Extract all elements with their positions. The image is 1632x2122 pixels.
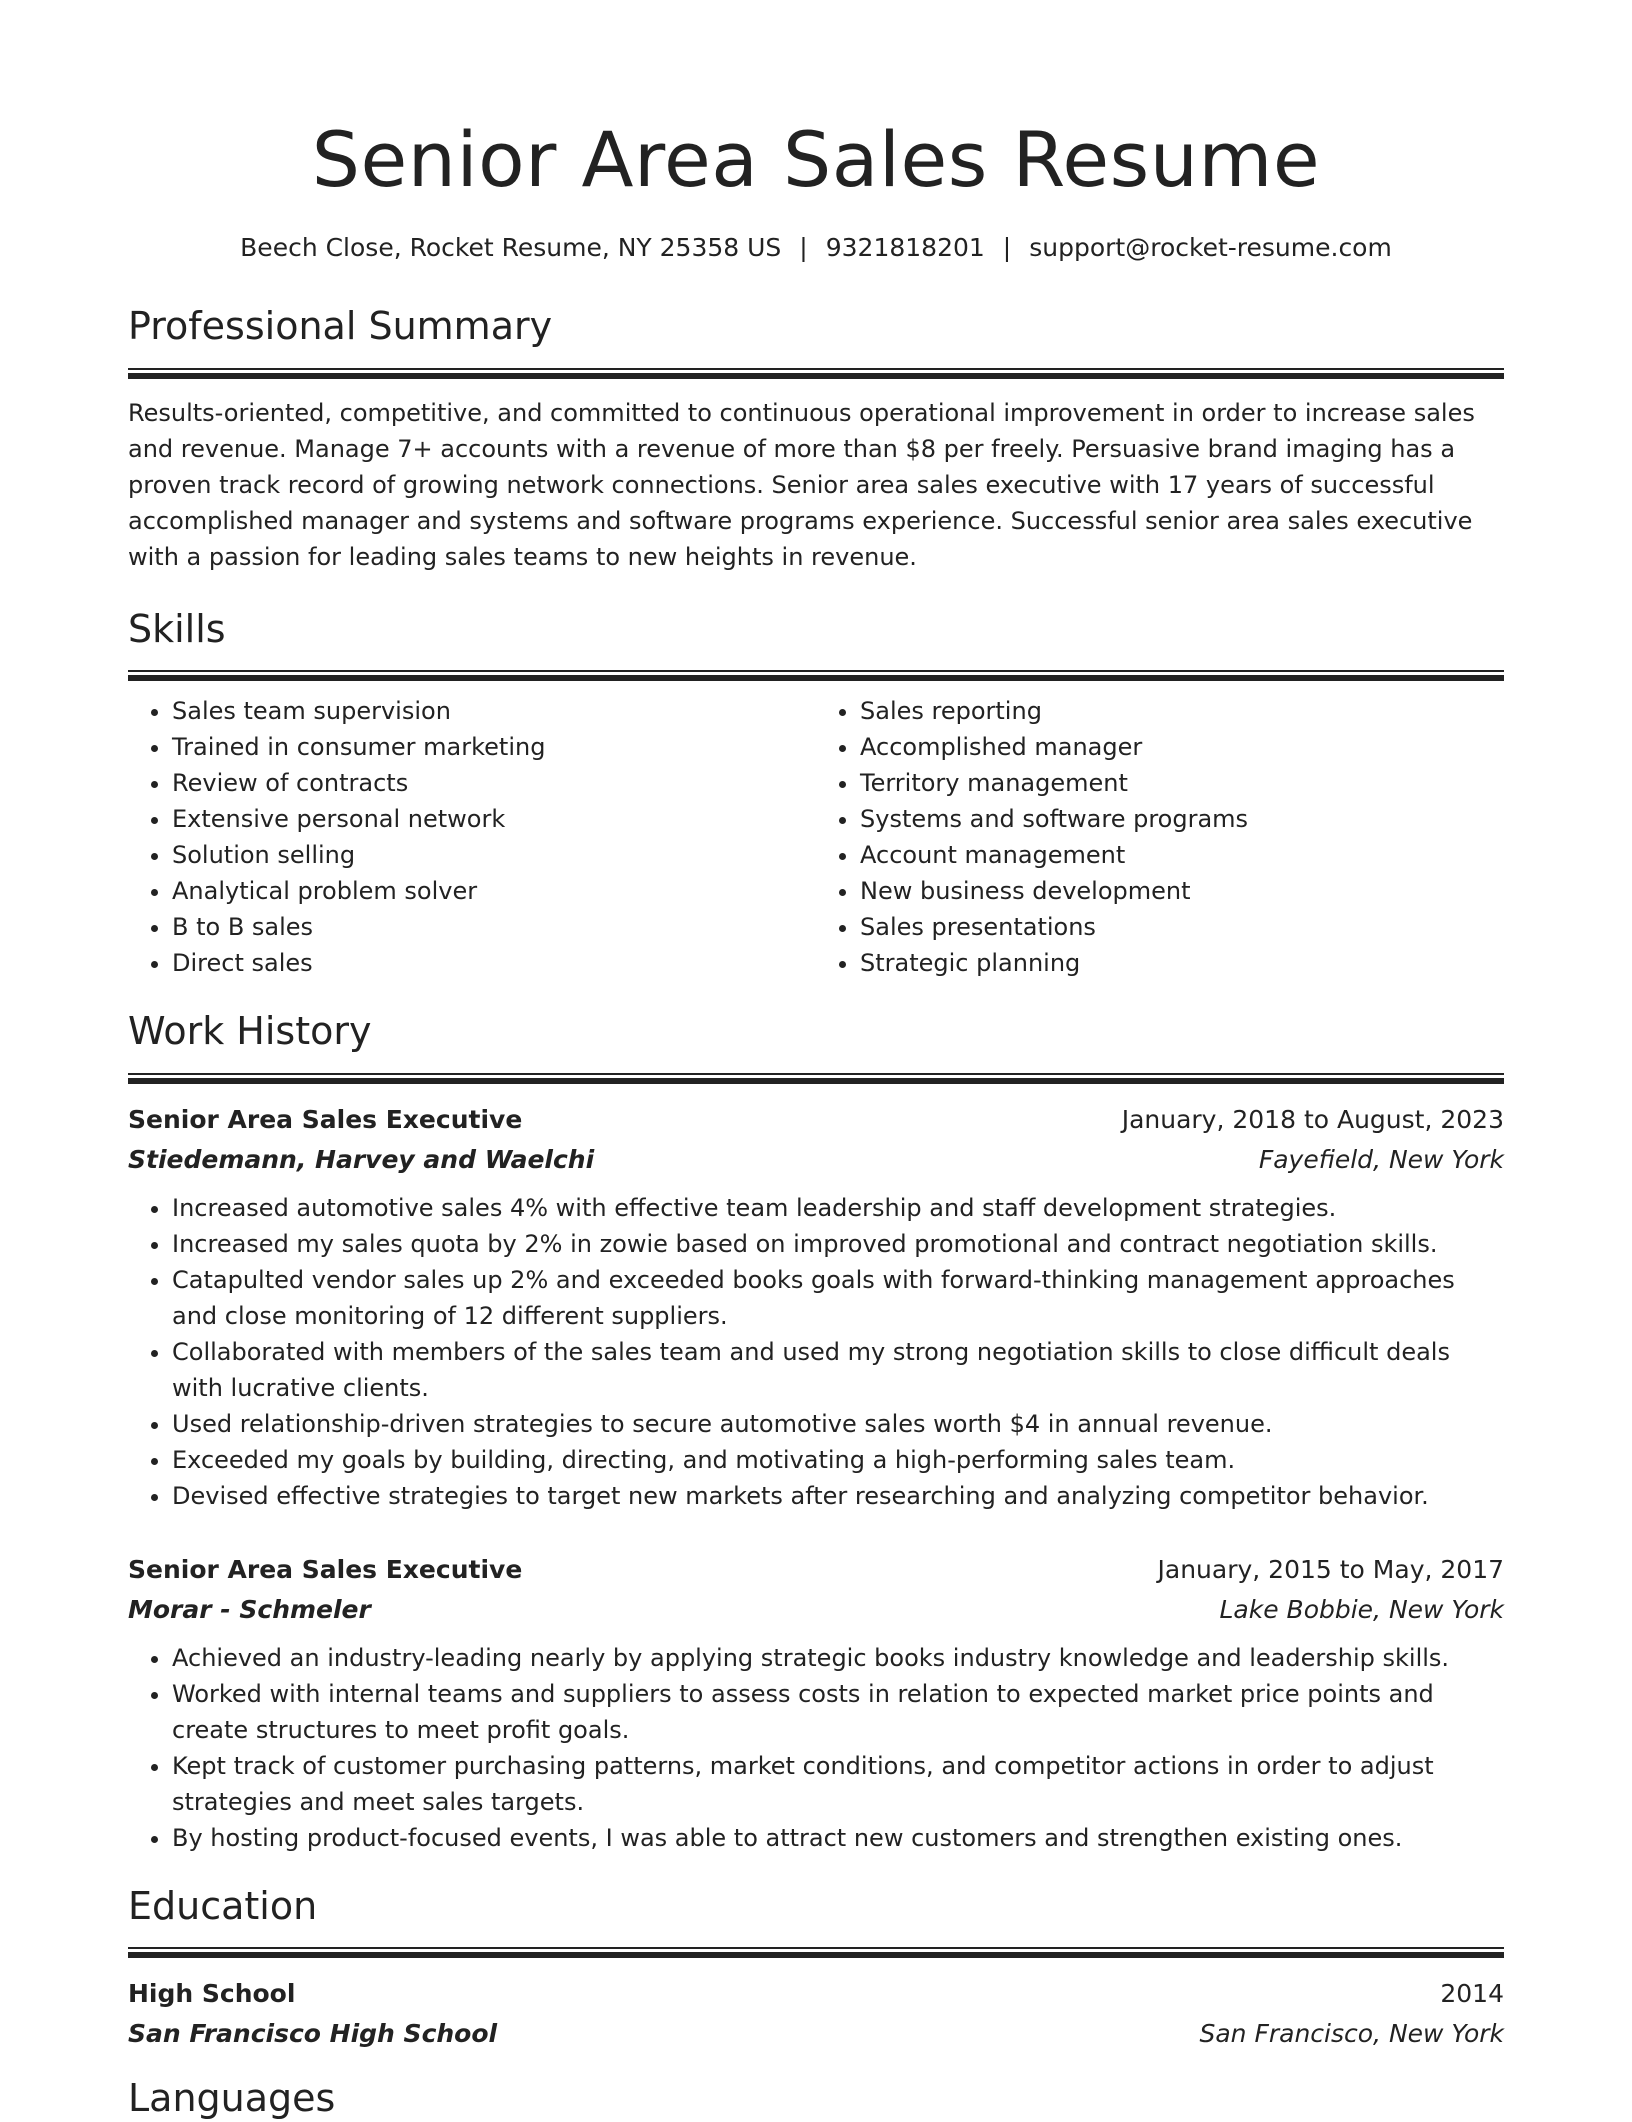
skill-item: • Systems and software programs — [860, 801, 1504, 837]
job-subheader — [128, 1140, 1504, 1180]
skill-item: • Review of contracts — [172, 765, 816, 801]
job-bullet: • Used relationship-driven strategies to secure automotive sales worth $4 in annual revenue. — [172, 1406, 1504, 1442]
skills-section — [128, 607, 1504, 982]
work-history-section — [128, 1009, 1504, 1856]
summary-text: Results-oriented, competitive, and committed to continuous operational improvement in order to increase sales and revenue. Manage 7+ accounts with a revenue of more than $8 per freely. Persuasive brand imaging has a proven track record of growing network connections. Senior area sales executive with 17 years of successful accomplished manager and systems and software programs experience. Successful senior area sales executive with a passion for leading sales teams to new heights in revenue. — [128, 398, 1475, 571]
job-bullet: • Increased my sales quota by 2% in zowie based on improved promotional and contract negotiation skills. — [172, 1226, 1504, 1262]
job-role: Senior Area Sales Executive — [128, 1104, 523, 1134]
job-company: Morar - Schmeler — [128, 1594, 371, 1624]
education-location: San Francisco, New York — [1199, 2019, 1504, 2049]
job-entry — [128, 1550, 1504, 1856]
section-divider — [128, 670, 1504, 681]
education-header — [128, 1974, 1504, 2014]
job-bullet: • Devised effective strategies to target new markets after researching and analyzing competitor behavior. — [172, 1478, 1504, 1514]
skills-list-left — [128, 693, 816, 981]
contact-address: Beech Close, Rocket Resume, NY 25358 US — [240, 232, 782, 262]
resume-title: Senior Area Sales Resume — [311, 115, 1321, 204]
job-bullet: • Exceeded my goals by building, directing, and motivating a high-performing sales team. — [172, 1442, 1504, 1478]
job-role: Senior Area Sales Executive — [128, 1554, 523, 1584]
job-bullet: • By hosting product-focused events, I was able to attract new customers and strengthen existing ones. — [172, 1820, 1504, 1856]
skill-item: • Direct sales — [172, 945, 816, 981]
job-subheader — [128, 1590, 1504, 1630]
job-company: Stiedemann, Harvey and Waelchi — [128, 1144, 595, 1174]
skill-item: • Analytical problem solver — [172, 873, 816, 909]
education-subheader — [128, 2014, 1504, 2054]
skill-item: • New business development — [860, 873, 1504, 909]
education-section — [128, 1884, 1504, 2055]
section-title-skills: Skills — [128, 606, 226, 651]
education-year: 2014 — [1440, 1979, 1504, 2009]
skill-item: • Accomplished manager — [860, 729, 1504, 765]
education-degree: High School — [128, 1979, 296, 2009]
section-divider — [128, 1947, 1504, 1958]
job-header — [128, 1550, 1504, 1590]
skill-item: • Territory management — [860, 765, 1504, 801]
skill-item: • Sales team supervision — [172, 693, 816, 729]
section-title-work-history: Work History — [128, 1009, 372, 1054]
job-bullet: • Catapulted vendor sales up 2% and exceeded books goals with forward-thinking management approaches and close monitoring of 12 different suppliers. — [172, 1262, 1504, 1334]
skills-list-right — [816, 693, 1504, 981]
section-divider — [128, 1073, 1504, 1084]
job-location: Fayefield, New York — [1258, 1144, 1504, 1174]
skill-item: • Extensive personal network — [172, 801, 816, 837]
education-school: San Francisco High School — [128, 2019, 498, 2049]
section-title-languages: Languages — [128, 2076, 336, 2121]
skills-columns — [128, 693, 1504, 981]
job-bullets — [128, 1640, 1504, 1856]
contact-email: support@rocket-resume.com — [1029, 232, 1392, 262]
skill-item: • Sales reporting — [860, 693, 1504, 729]
section-divider — [128, 368, 1504, 379]
job-bullet: • Kept track of customer purchasing patterns, market conditions, and competitor actions in order to adjust strategies and meet sales targets. — [172, 1748, 1504, 1820]
skill-item: • Account management — [860, 837, 1504, 873]
job-bullet: • Worked with internal teams and suppliers to assess costs in relation to expected market price points and create structures to meet profit goals. — [172, 1676, 1504, 1748]
contact-line — [128, 232, 1504, 265]
summary-section — [128, 304, 1504, 575]
job-dates: January, 2015 to May, 2017 — [1157, 1554, 1504, 1584]
languages-section — [128, 2076, 1504, 2122]
job-header — [128, 1100, 1504, 1140]
skill-item: • Strategic planning — [860, 945, 1504, 981]
education-entry — [128, 1974, 1504, 2054]
job-bullet: • Collaborated with members of the sales team and used my strong negotiation skills to close difficult deals with lucrative clients. — [172, 1334, 1504, 1406]
contact-phone: 9321818201 — [825, 232, 985, 262]
job-entry — [128, 1100, 1504, 1514]
skill-item: • Solution selling — [172, 837, 816, 873]
skill-item: • B to B sales — [172, 909, 816, 945]
section-title-summary: Professional Summary — [128, 304, 553, 349]
job-dates: January, 2018 to August, 2023 — [1121, 1104, 1504, 1134]
job-bullet: • Increased automotive sales 4% with effective team leadership and staff development strategies. — [172, 1190, 1504, 1226]
job-location: Lake Bobbie, New York — [1219, 1594, 1504, 1624]
skill-item: • Sales presentations — [860, 909, 1504, 945]
section-title-education: Education — [128, 1883, 318, 1928]
skill-item: • Trained in consumer marketing — [172, 729, 816, 765]
contact-separator: | — [1002, 232, 1012, 262]
job-bullets — [128, 1190, 1504, 1514]
contact-separator: | — [799, 232, 808, 262]
job-bullet: • Achieved an industry-leading nearly by applying strategic books industry knowledge and leadership skills. — [172, 1640, 1504, 1676]
